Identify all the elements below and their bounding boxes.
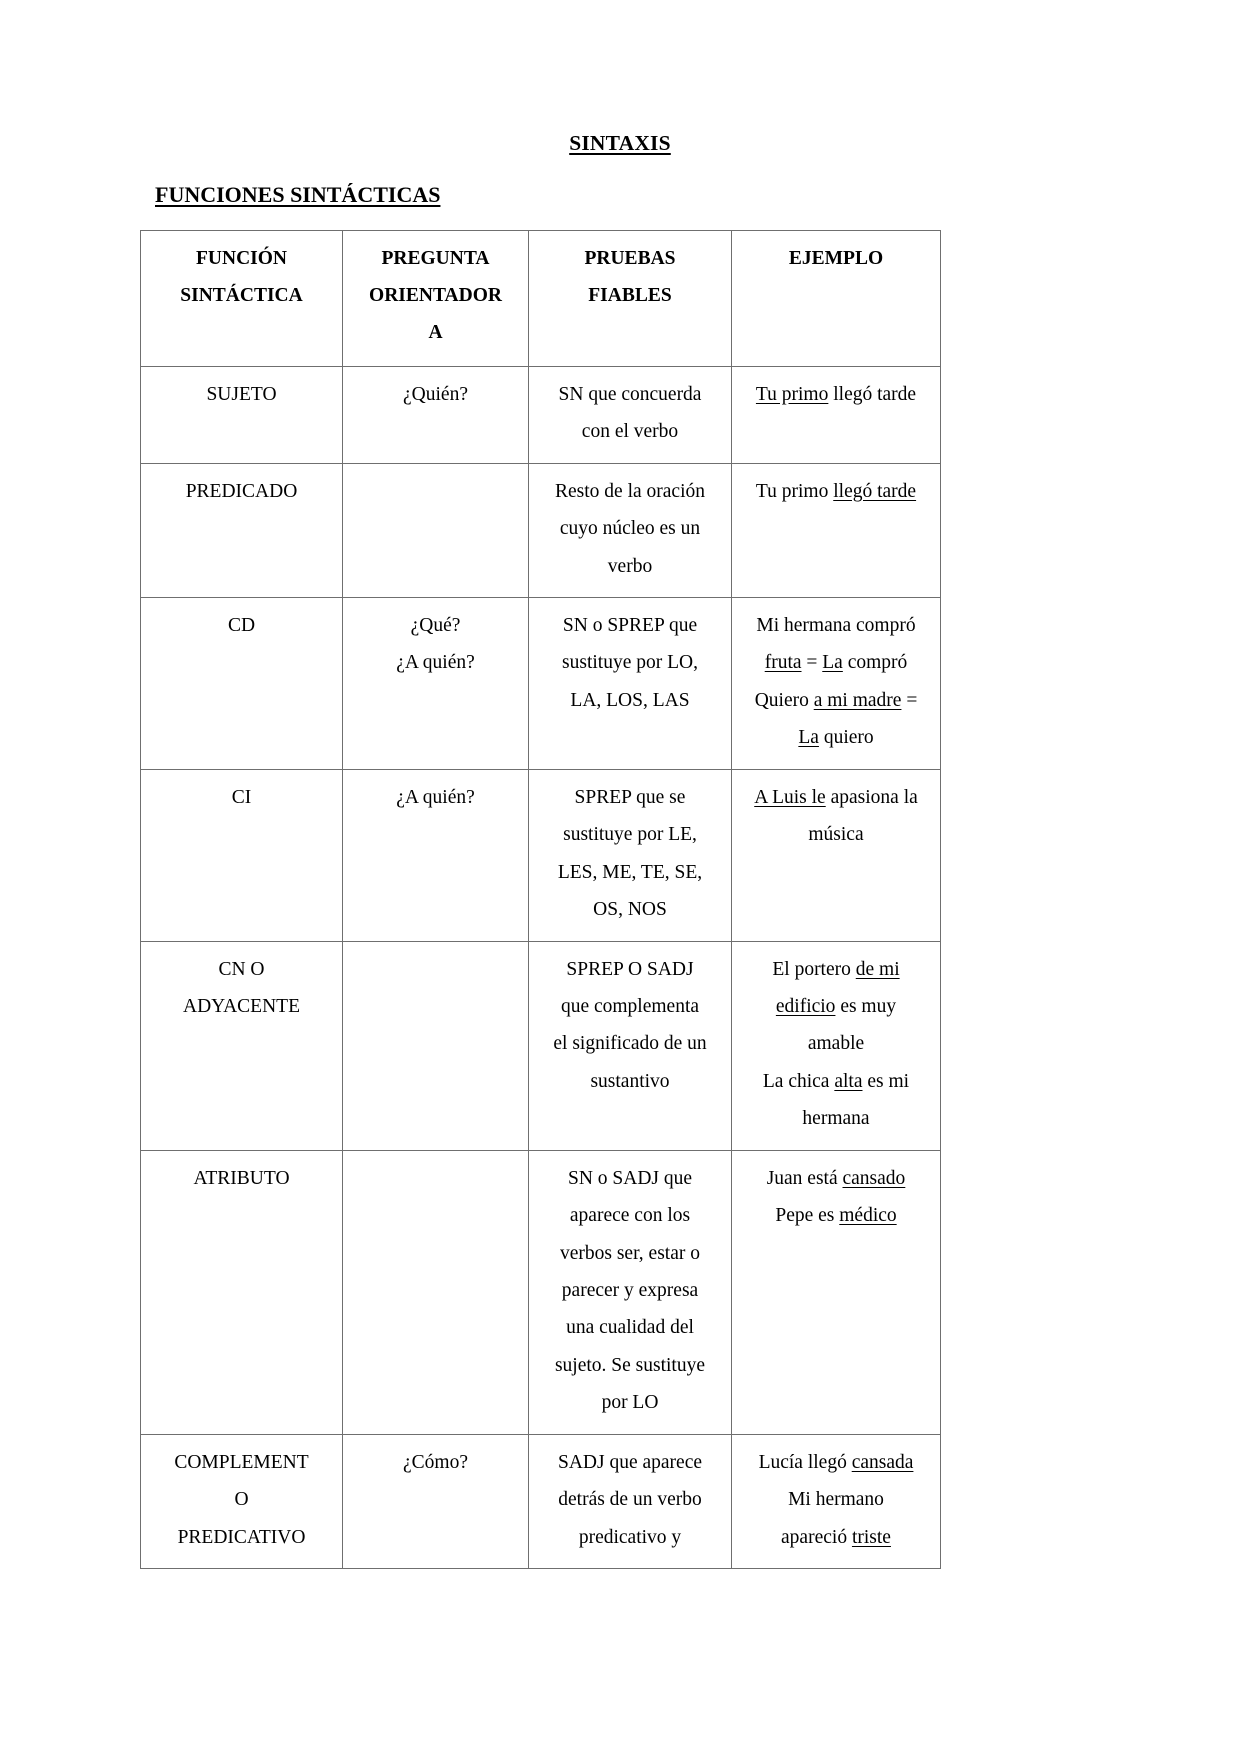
text-fragment: es muy [835, 995, 897, 1017]
underlined-fragment: médico [839, 1205, 897, 1227]
cell-line [738, 779, 934, 816]
cell-ejemplo [732, 941, 941, 1150]
underlined-fragment: a mi madre [813, 689, 902, 711]
cell-pregunta-orientadora-lines [349, 376, 522, 413]
text-fragment: = [801, 652, 823, 674]
table-row [141, 941, 941, 1150]
cell-ejemplo-lines [738, 473, 934, 510]
cell-funcion-sintactica [141, 366, 343, 463]
text-fragment: El portero [772, 958, 856, 980]
text-fragment: hermana [802, 1108, 870, 1130]
table-row [141, 769, 941, 941]
table-container [0, 206, 1240, 1570]
cell-pregunta-orientadora [343, 941, 529, 1150]
text-fragment: = [901, 689, 918, 711]
underlined-fragment: A Luis le [754, 786, 826, 808]
cell-ejemplo [732, 463, 941, 597]
text-fragment: es mi [862, 1070, 910, 1092]
cell-line: SPREP O SADJ [566, 958, 694, 980]
cell-funcion-sintactica [141, 463, 343, 597]
cell-line: sustantivo [590, 1070, 670, 1092]
table-row [141, 1150, 941, 1434]
cell-funcion-sintactica-lines [147, 473, 336, 510]
cell-pregunta-orientadora [343, 1150, 529, 1434]
cell-pruebas-fiables [529, 598, 732, 770]
table-body [141, 366, 941, 1568]
cell-pregunta-orientadora-lines [349, 779, 522, 816]
cell-ejemplo-lines [738, 1444, 934, 1556]
cell-pruebas-fiables [529, 1434, 732, 1568]
cell-line: COMPLEMENT [174, 1451, 309, 1473]
cell-ejemplo [732, 598, 941, 770]
underlined-fragment: triste [851, 1526, 891, 1548]
cell-line [738, 644, 934, 681]
cell-line: LES, ME, TE, SE, [557, 861, 703, 883]
cell-pregunta-orientadora [343, 463, 529, 597]
underlined-fragment: de mi [855, 958, 900, 980]
cell-line: CD [227, 615, 256, 636]
page-title [0, 0, 1240, 155]
cell-line: detrás de un verbo [558, 1489, 702, 1511]
cell-line: cuyo núcleo es un [559, 518, 701, 540]
cell-line: SN o SPREP que [562, 615, 698, 636]
underlined-fragment: La [822, 652, 843, 674]
cell-line: el significado de un [553, 1033, 707, 1055]
cell-ejemplo [732, 1434, 941, 1568]
cell-pruebas-fiables-lines [535, 1444, 725, 1556]
text-fragment: Mi hermana compró [756, 615, 916, 636]
cell-line [738, 1481, 934, 1518]
cell-funcion-sintactica-lines [147, 951, 336, 1026]
cell-pregunta-orientadora-lines [349, 607, 522, 682]
header-lines-funcion [147, 240, 336, 315]
cell-line: SUJETO [206, 383, 277, 405]
cell-line [738, 1025, 934, 1062]
cell-line: ATRIBUTO [193, 1167, 290, 1189]
cell-line: CN O [218, 958, 265, 980]
cell-line [738, 1063, 934, 1100]
cell-line: FUNCIÓN [196, 247, 287, 269]
cell-ejemplo [732, 769, 941, 941]
cell-ejemplo-lines [738, 779, 934, 854]
cell-pruebas-fiables-lines [535, 1160, 725, 1422]
cell-pruebas-fiables [529, 941, 732, 1150]
cell-pruebas-fiables-lines [535, 376, 725, 451]
cell-pregunta-orientadora [343, 366, 529, 463]
text-fragment: Pepe es [775, 1205, 840, 1227]
cell-line [738, 816, 934, 853]
cell-line: Resto de la oración [555, 480, 705, 502]
underlined-fragment: La [798, 727, 819, 749]
cell-line: verbo [607, 555, 653, 577]
underlined-fragment: cansado [842, 1167, 906, 1189]
column-header-pruebas-fiables [529, 230, 732, 366]
cell-line: SINTÁCTICA [180, 284, 303, 306]
cell-line: A [428, 322, 443, 344]
section-heading [0, 155, 1240, 206]
column-header-funcion-sintactica [141, 230, 343, 366]
cell-pruebas-fiables-lines [535, 951, 725, 1101]
cell-ejemplo-lines [738, 607, 934, 757]
underlined-fragment: edificio [775, 995, 836, 1017]
cell-line [738, 1197, 934, 1234]
cell-line: FIABLES [588, 284, 672, 306]
header-lines-pruebas [535, 240, 725, 315]
cell-funcion-sintactica [141, 769, 343, 941]
cell-pruebas-fiables [529, 366, 732, 463]
section-heading-text: FUNCIONES SINTÁCTICAS [155, 181, 441, 207]
table-header-row [141, 230, 941, 366]
cell-line: CI [231, 786, 252, 808]
table-row [141, 463, 941, 597]
cell-pregunta-orientadora [343, 598, 529, 770]
funciones-sintacticas-table [140, 230, 941, 1570]
cell-line [738, 988, 934, 1025]
cell-ejemplo [732, 1150, 941, 1434]
text-fragment: llegó tarde [828, 383, 917, 405]
cell-line: PRUEBAS [584, 247, 676, 269]
column-header-pregunta-orientadora [343, 230, 529, 366]
cell-line: predicativo y [578, 1526, 682, 1548]
cell-funcion-sintactica [141, 1150, 343, 1434]
cell-line: ¿Qué? [410, 615, 461, 636]
cell-line: ¿Quién? [403, 383, 468, 405]
cell-line: sustituye por LE, [563, 824, 697, 846]
text-fragment: música [808, 824, 864, 846]
cell-ejemplo-lines [738, 376, 934, 413]
text-fragment: Juan está [766, 1167, 843, 1189]
cell-ejemplo-lines [738, 951, 934, 1138]
table-row [141, 598, 941, 770]
cell-line: ¿Cómo? [403, 1451, 468, 1473]
cell-line [738, 473, 934, 510]
cell-line [738, 951, 934, 988]
text-fragment: Tu primo [755, 480, 834, 502]
text-fragment: Quiero [754, 689, 814, 711]
cell-pruebas-fiables-lines [535, 607, 725, 719]
table-row [141, 366, 941, 463]
cell-line: que complementa [560, 995, 700, 1017]
cell-pruebas-fiables-lines [535, 473, 725, 585]
header-lines-ejemplo [738, 240, 934, 277]
cell-line: PREDICATIVO [177, 1526, 306, 1548]
cell-pruebas-fiables-lines [535, 779, 725, 929]
cell-line: ORIENTADOR [369, 284, 502, 306]
cell-funcion-sintactica-lines [147, 1444, 336, 1556]
cell-pregunta-orientadora [343, 769, 529, 941]
cell-line: sujeto. Se sustituye [554, 1354, 706, 1376]
cell-line: verbos ser, estar o [559, 1242, 700, 1264]
text-fragment: quiero [818, 727, 874, 749]
cell-funcion-sintactica-lines [147, 779, 336, 816]
cell-pruebas-fiables [529, 1150, 732, 1434]
cell-line: PREGUNTA [381, 247, 490, 269]
cell-line: una cualidad del [566, 1317, 694, 1339]
cell-line: por LO [601, 1392, 659, 1414]
cell-line [738, 607, 934, 644]
cell-line [738, 376, 934, 413]
cell-funcion-sintactica-lines [147, 607, 336, 644]
cell-line: SPREP que se [574, 786, 686, 808]
cell-line [738, 682, 934, 719]
cell-funcion-sintactica [141, 941, 343, 1150]
cell-funcion-sintactica [141, 598, 343, 770]
cell-line [738, 1519, 934, 1556]
cell-funcion-sintactica-lines [147, 1160, 336, 1197]
cell-line: O [234, 1489, 249, 1511]
text-fragment: compró [842, 652, 908, 674]
underlined-fragment: fruta [764, 652, 802, 674]
cell-funcion-sintactica [141, 1434, 343, 1568]
text-fragment: Mi hermano [788, 1489, 884, 1511]
page-title-text: SINTAXIS [569, 131, 671, 155]
text-fragment: La chica [762, 1070, 835, 1092]
cell-line: ¿A quién? [396, 786, 475, 808]
text-fragment: Lucía llegó [758, 1451, 852, 1473]
cell-pruebas-fiables [529, 769, 732, 941]
cell-line [738, 1160, 934, 1197]
underlined-fragment: llegó tarde [833, 480, 917, 502]
cell-pruebas-fiables [529, 463, 732, 597]
cell-line: SN o SADJ que [567, 1167, 693, 1189]
cell-line [738, 1444, 934, 1481]
header-lines-pregunta [349, 240, 522, 352]
cell-pregunta-orientadora [343, 1434, 529, 1568]
column-header-ejemplo [732, 230, 941, 366]
text-fragment: apareció [781, 1526, 852, 1548]
cell-line: SN que concuerda [558, 383, 702, 405]
cell-line: parecer y expresa [561, 1280, 699, 1301]
cell-line: ¿A quién? [396, 652, 475, 674]
cell-line: PREDICADO [185, 480, 298, 502]
underlined-fragment: alta [834, 1070, 863, 1092]
text-fragment: amable [807, 1033, 865, 1055]
cell-line [738, 719, 934, 756]
cell-funcion-sintactica-lines [147, 376, 336, 413]
underlined-fragment: cansada [851, 1451, 914, 1473]
table-header [141, 230, 941, 366]
cell-line: OS, NOS [593, 899, 667, 921]
cell-line: aparece con los [569, 1205, 691, 1227]
underlined-fragment: Tu primo [755, 383, 829, 405]
cell-line: sustituye por LO, [562, 652, 698, 674]
table-row [141, 1434, 941, 1568]
cell-line: con el verbo [581, 421, 679, 443]
cell-line: LA, LOS, LAS [570, 689, 690, 711]
cell-line: SADJ que aparece [557, 1451, 703, 1473]
cell-pregunta-orientadora-lines [349, 1444, 522, 1481]
cell-line: EJEMPLO [788, 247, 884, 269]
cell-ejemplo-lines [738, 1160, 934, 1235]
cell-line [738, 1100, 934, 1137]
text-fragment: apasiona la [825, 786, 918, 808]
cell-ejemplo [732, 366, 941, 463]
cell-line: ADYACENTE [183, 995, 300, 1017]
